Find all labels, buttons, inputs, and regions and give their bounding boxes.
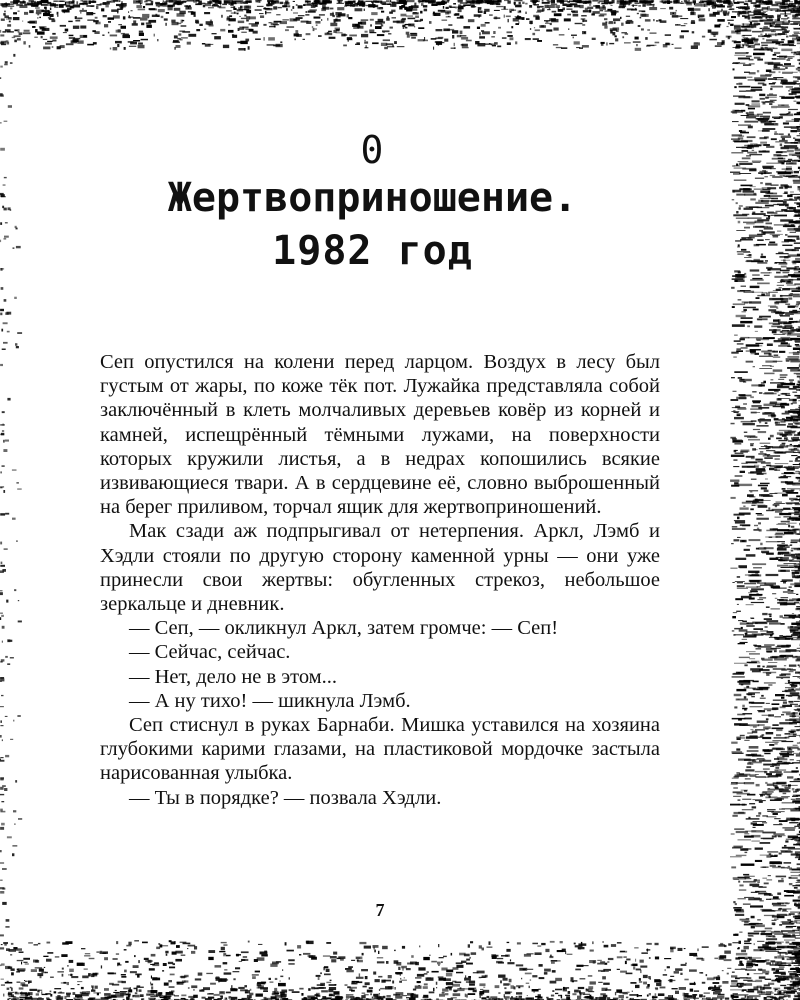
body-text: [100, 350, 660, 810]
paragraph: — Сеп, — окликнул Аркл, затем громче: — Сеп!: [129, 617, 559, 640]
paragraph: Сеп стиснул в руках Барнаби. Мишка уставился на хозяина глубокими карими глазами, на пластиковой мордочке застыла нарисованная улыбка.: [100, 714, 660, 785]
paragraph: — Нет, дело не в этом...: [129, 665, 338, 688]
chapter-title: Жертвоприношение.: [167, 175, 578, 221]
chapter-year: 1982 год: [272, 228, 473, 274]
paragraph: — Ты в порядке? — позвала Хэдли.: [129, 786, 442, 809]
chapter-number: 0: [360, 128, 385, 172]
paragraph: — Сейчас, сейчас.: [129, 641, 291, 664]
paragraph: Сеп опустился на колени перед ларцом. Воздух в лесу был густым от жары, по коже тёк пот. Лужайка представляла собой заключённый в клеть молчаливых деревьев ковёр из корней и камней, испещрённый тёмными лужами, на поверхности которых кружили листья, а в недрах копошились всякие извивающиеся твари. А в сердцевине её, словно выброшенный на берег приливом, торчал ящик для жертвоприношений.: [100, 351, 660, 519]
paragraph: — А ну тихо! — шикнула Лэмб.: [129, 689, 411, 712]
page-number: 7: [375, 900, 385, 920]
paragraph: Мак сзади аж подпрыгивал от нетерпения. Аркл, Лэмб и Хэдли стояли по другую сторону каменной урны — они уже принесли свои жертвы: обугленных стрекоз, небольшое зеркальце и дневник.: [100, 520, 660, 616]
